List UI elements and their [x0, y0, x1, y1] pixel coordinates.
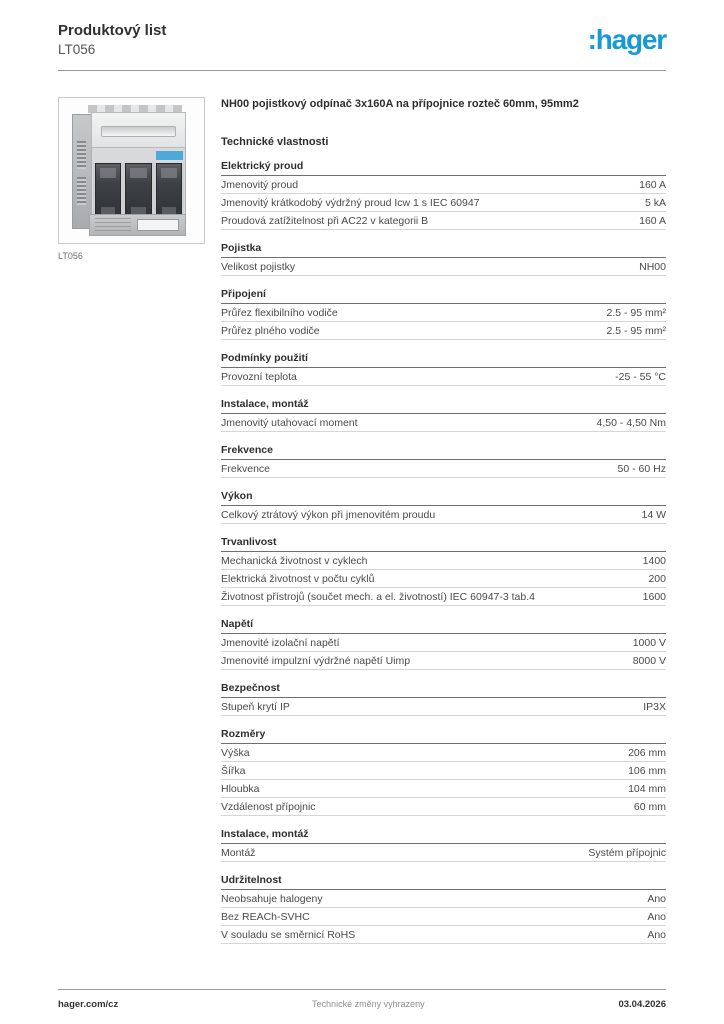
spec-value: 104 mm — [628, 782, 666, 795]
spec-row — [221, 762, 666, 780]
spec-label: Vzdálenost přípojnic — [221, 800, 316, 813]
spec-row — [221, 368, 666, 386]
spec-row — [221, 744, 666, 762]
spec-label: Jmenovité izolační napětí — [221, 636, 340, 649]
spec-table — [221, 160, 666, 944]
spec-value: 1400 — [642, 554, 666, 567]
document-type: Produktový list — [58, 22, 167, 39]
device-base-markings — [95, 218, 131, 233]
spec-row — [221, 212, 666, 230]
spec-row — [221, 322, 666, 340]
spec-section-title: Elektrický proud — [221, 160, 666, 176]
spec-value: 1000 V — [632, 636, 666, 649]
spec-row — [221, 258, 666, 276]
device-side-panel — [72, 114, 92, 229]
footer-notice: Technické změny vyhrazeny — [312, 999, 425, 1009]
spec-value: -25 - 55 °C — [615, 370, 666, 383]
spec-section — [221, 828, 666, 862]
spec-column — [221, 97, 666, 943]
device-vents — [77, 177, 86, 205]
spec-value: 1600 — [642, 590, 666, 603]
spec-section-title: Udržitelnost — [221, 874, 666, 890]
spec-section — [221, 242, 666, 276]
spec-value: Ano — [647, 910, 666, 923]
fuse-window — [125, 163, 151, 221]
main-content — [58, 97, 666, 943]
spec-section-title: Instalace, montáž — [221, 828, 666, 844]
page-footer — [58, 989, 666, 1010]
product-photo — [58, 97, 205, 244]
spec-value: 8000 V — [632, 654, 666, 667]
spec-section — [221, 618, 666, 670]
spec-section — [221, 444, 666, 478]
page-header — [58, 22, 666, 71]
spec-label: Velikost pojistky — [221, 260, 296, 273]
spec-section-title: Bezpečnost — [221, 682, 666, 698]
spec-section-title: Instalace, montáž — [221, 398, 666, 414]
spec-value: 160 A — [639, 178, 666, 191]
spec-value: 14 W — [641, 508, 666, 521]
device-blue-clip — [156, 151, 183, 160]
spec-row — [221, 304, 666, 322]
footer-date: 03.04.2026 — [618, 999, 666, 1010]
spec-label: Jmenovitý krátkodobý výdržný proud Icw 1 s IEC 60947 — [221, 196, 480, 209]
product-image-column — [58, 97, 205, 943]
spec-section-title: Frekvence — [221, 444, 666, 460]
spec-section — [221, 352, 666, 386]
spec-row — [221, 414, 666, 432]
spec-value: Systém přípojnic — [588, 846, 666, 859]
spec-section — [221, 874, 666, 944]
spec-label: Neobsahuje halogeny — [221, 892, 323, 905]
spec-row — [221, 194, 666, 212]
spec-value: 50 - 60 Hz — [617, 462, 666, 475]
device-handle — [101, 126, 176, 137]
spec-row — [221, 506, 666, 524]
spec-section-title: Připojení — [221, 288, 666, 304]
spec-row — [221, 890, 666, 908]
spec-label: Provozní teplota — [221, 370, 297, 383]
spec-value: 2.5 - 95 mm² — [606, 324, 666, 337]
spec-section-title: Trvanlivost — [221, 536, 666, 552]
header-title-block — [58, 22, 166, 58]
spec-row — [221, 588, 666, 606]
spec-section — [221, 398, 666, 432]
spec-label: Mechanická životnost v cyklech — [221, 554, 368, 567]
spec-section — [221, 288, 666, 340]
spec-label: Jmenovitý proud — [221, 178, 299, 191]
spec-label: Průřez flexibilního vodiče — [221, 306, 338, 319]
spec-value: NH00 — [639, 260, 666, 273]
device-cover — [91, 112, 186, 148]
spec-label: Bez REACh-SVHC — [221, 910, 310, 923]
device-base — [89, 214, 186, 236]
hager-logo: :hager — [587, 24, 666, 55]
spec-row — [221, 798, 666, 816]
spec-row — [221, 176, 666, 194]
spec-row — [221, 926, 666, 944]
spec-label: Proudová zatížitelnost při AC22 v kategorii B — [221, 214, 429, 227]
spec-section-title: Výkon — [221, 490, 666, 506]
spec-value: 5 kA — [644, 196, 666, 209]
spec-label: Celkový ztrátový výkon při jmenovitém proudu — [221, 508, 436, 521]
spec-label: Šířka — [221, 764, 246, 777]
spec-section-title: Podmínky použití — [221, 352, 666, 368]
fuse-switch-illustration — [72, 105, 186, 236]
spec-value: IP3X — [643, 700, 666, 713]
spec-label: Hloubka — [221, 782, 260, 795]
device-label-sticker — [137, 219, 179, 231]
spec-row — [221, 652, 666, 670]
spec-value: 2.5 - 95 mm² — [606, 306, 666, 319]
specs-heading: Technické vlastnosti — [221, 135, 329, 148]
device-vents — [77, 141, 86, 169]
fuse-window — [95, 163, 121, 221]
product-reference: LT056 — [58, 41, 96, 57]
spec-value: 4,50 - 4,50 Nm — [596, 416, 666, 429]
spec-row — [221, 908, 666, 926]
spec-row — [221, 570, 666, 588]
spec-section — [221, 728, 666, 816]
spec-section — [221, 160, 666, 230]
spec-label: Životnost přístrojů (součet mech. a el. životností) IEC 60947-3 tab.4 — [221, 590, 535, 603]
spec-section — [221, 682, 666, 716]
spec-label: Frekvence — [221, 462, 271, 475]
product-image-caption: LT056 — [58, 251, 83, 262]
spec-section-title: Napětí — [221, 618, 666, 634]
spec-label: Průřez plného vodiče — [221, 324, 320, 337]
spec-value: Ano — [647, 892, 666, 905]
spec-value: 60 mm — [633, 800, 666, 813]
spec-value: 200 — [648, 572, 666, 585]
spec-label: Stupeň krytí IP — [221, 700, 290, 713]
fuse-window — [156, 163, 182, 221]
spec-row — [221, 634, 666, 652]
spec-label: Jmenovité impulzní výdržné napětí Uimp — [221, 654, 411, 667]
spec-row — [221, 460, 666, 478]
spec-value: 160 A — [639, 214, 666, 227]
spec-value: Ano — [647, 928, 666, 941]
spec-label: Výška — [221, 746, 250, 759]
spec-row — [221, 780, 666, 798]
spec-label: Elektrická životnost v počtu cyklů — [221, 572, 375, 585]
spec-label: V souladu se směrnicí RoHS — [221, 928, 356, 941]
spec-section — [221, 536, 666, 606]
fuse-windows — [93, 163, 184, 221]
spec-value: 206 mm — [628, 746, 666, 759]
spec-label: Montáž — [221, 846, 256, 859]
spec-row — [221, 552, 666, 570]
spec-row — [221, 844, 666, 862]
spec-section-title: Pojistka — [221, 242, 666, 258]
footer-website-link[interactable]: hager.com/cz — [58, 999, 119, 1010]
spec-section-title: Rozměry — [221, 728, 666, 744]
product-title: NH00 pojistkový odpínač 3x160A na přípojnice rozteč 60mm, 95mm2 — [221, 98, 579, 111]
spec-value: 106 mm — [628, 764, 666, 777]
spec-row — [221, 698, 666, 716]
spec-section — [221, 490, 666, 524]
spec-label: Jmenovitý utahovací moment — [221, 416, 358, 429]
